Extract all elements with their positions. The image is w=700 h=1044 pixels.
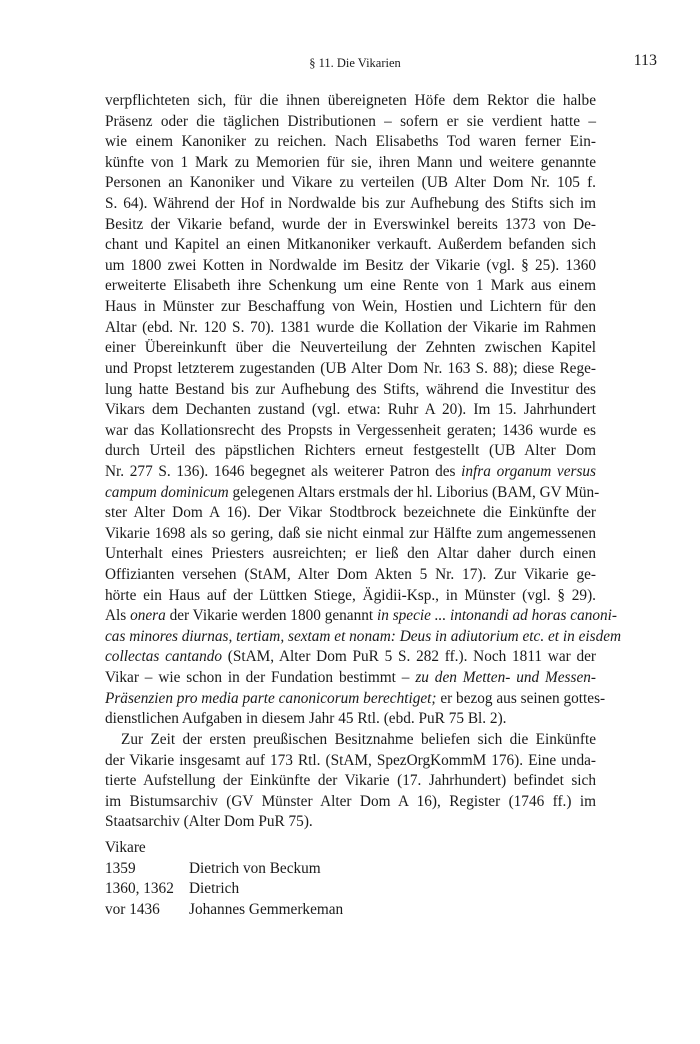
vikare-heading: Vikare — [105, 839, 146, 856]
text-segment: (StAM, Alter Dom PuR 5 S. 282 ff.). Noch 1811 war der — [222, 648, 596, 666]
text-line — [105, 462, 596, 483]
italic-latin: onera — [130, 607, 166, 625]
text-line: Vikars dem Dechanten zustand (vgl. etwa: Ruhr A 20). Im 15. Jahrhundert — [105, 401, 596, 419]
italic-latin: campum dominicum — [105, 483, 229, 501]
text-line — [105, 647, 596, 668]
text-line — [105, 627, 622, 648]
vikar-name: Johannes Gemmerkeman — [189, 900, 344, 918]
text-line: hörte ein Haus auf der Lüttken Stiege, Ägidii-Ksp., in Münster (vgl. § 29). — [105, 586, 596, 604]
text-line: Offizianten versehen (StAM, Alter Dom Akten 5 Nr. 17). Zur Vikarie ge- — [105, 566, 596, 584]
vikar-year: 1360, 1362 — [105, 880, 174, 898]
text-line — [105, 689, 606, 710]
text-line: Unterhalt eines Priesters ausreichten; er ließ den Altar daher durch einen — [105, 545, 596, 563]
italic-latin: cas minores diurnas, tertiam, sextam et nonam: Deus in adiutorium etc. et in eisdem — [105, 627, 622, 645]
text-line: tierte Aufstellung der Einkünfte der Vikarie (17. Jahrhundert) befindet sich — [105, 772, 596, 790]
text-segment: er bezog aus seinen gottes- — [436, 689, 606, 707]
text-line: und Propst letzterem zugestanden (UB Alter Dom Nr. 163 S. 88); diese Rege- — [105, 359, 596, 377]
text-line: ster Alter Dom A 16). Der Vikar Stodtbrock bezeichnete die Einkünfte der — [105, 504, 596, 522]
italic-quote: Präsenzien pro media parte canonicorum berechtiget; — [105, 689, 437, 707]
text-segment: Nr. 277 S. 136). 1646 begegnet als weiterer Patron des — [105, 462, 462, 480]
text-line: durch Urteil des päpstlichen Richters erneut festgestellt (UB Alter Dom — [105, 442, 596, 460]
body-text — [105, 91, 622, 833]
italic-latin: infra organum versus — [461, 462, 596, 480]
text-line — [105, 668, 596, 689]
text-segment: der Vikarie werden 1800 genannt — [165, 607, 377, 625]
text-line: wie einem Kanoniker zu reichen. Nach Elisabeths Tod waren ferner Ein- — [105, 133, 596, 151]
text-line — [105, 606, 618, 627]
text-line: Zur Zeit der ersten preußischen Besitznahme beliefen sich die Einkünfte — [121, 730, 596, 748]
text-line: S. 64). Während der Hof in Nordwalde bis zur Aufhebung des Stifts sich im — [105, 195, 596, 213]
vikar-year: 1359 — [105, 859, 136, 877]
italic-quote: zu den Metten- und Messen- — [415, 669, 596, 687]
text-line: Haus in Münster zur Beschaffung von Wein, Hostien und Lichtern für den — [105, 298, 596, 316]
italic-latin: collectas cantando — [105, 648, 223, 666]
list-item — [105, 859, 565, 880]
running-head-title: § 11. Die Vikarien — [309, 56, 401, 70]
text-line: im Bistumsarchiv (GV Münster Alter Dom A 16), Register (1746 ff.) im — [105, 792, 596, 810]
text-line: Personen an Kanoniker und Vikare zu verteilen (UB Alter Dom Nr. 105 f. — [105, 174, 596, 192]
text-line: künfte von 1 Mark zu Memorien für sie, ihren Mann und weitere genannte — [105, 153, 596, 171]
text-segment: gelegenen Altars erstmals der hl. Liborius (BAM, GV Mün- — [228, 483, 600, 501]
text-line: um 1800 zwei Kotten in Nordwalde im Besitz der Vikarie (vgl. § 25). 1360 — [105, 256, 596, 274]
text-line — [105, 483, 600, 504]
text-line: Besitz der Vikarie befand, wurde der in Everswinkel bereits 1373 von De- — [105, 215, 596, 233]
page-number: 113 — [633, 52, 657, 69]
text-line: Präsenz oder die täglichen Distributionen – sofern er sie verdient hatte – — [105, 112, 596, 130]
text-line: war das Kollationsrecht des Propsts in Vergessenheit geraten; 1436 wurde es — [105, 421, 596, 439]
text-line: lung hatte Bestand bis zur Aufhebung des Stifts, während die Investitur des — [105, 380, 596, 398]
text-line: dienstlichen Aufgaben in diesem Jahr 45 Rtl. (ebd. PuR 75 Bl. 2). — [105, 710, 507, 728]
text-line: der Vikarie insgesamt auf 173 Rtl. (StAM, SpezOrgKommM 176). Eine unda- — [105, 751, 596, 769]
vikare-list — [105, 838, 565, 920]
text-line: verpflichteten sich, für die ihnen übereigneten Höfe dem Rektor die halbe — [105, 92, 596, 109]
text-line: chant und Kapitel an einen Mitkanoniker verkauft. Außerdem befanden sich — [105, 236, 596, 254]
vikar-name: Dietrich von Beckum — [189, 859, 321, 877]
italic-latin: in specie ... intonandi ad horas canoni- — [376, 607, 618, 625]
text-line: Altar (ebd. Nr. 120 S. 70). 1381 wurde die Kollation der Vikarie im Rahmen — [105, 318, 596, 336]
text-line: einer Übereinkunft über die Neuverteilung der Zehnten zwischen Kapitel — [105, 339, 596, 357]
text-line: Staatsarchiv (Alter Dom PuR 75). — [105, 813, 313, 831]
list-item — [105, 900, 565, 921]
text-segment: Vikar – wie schon in der Fundation bestimmt – — [105, 669, 416, 687]
running-head — [105, 52, 657, 74]
list-item — [105, 879, 565, 900]
vikar-name: Dietrich — [189, 880, 240, 898]
vikar-year: vor 1436 — [105, 900, 160, 918]
text-line: Vikarie 1698 als so gering, daß sie nicht einmal zur Hälfte zum angemessenen — [105, 524, 596, 542]
text-line: erweiterte Elisabeth ihre Schenkung um eine Rente von 1 Mark aus einem — [105, 277, 596, 295]
text-segment: Als — [105, 607, 131, 625]
